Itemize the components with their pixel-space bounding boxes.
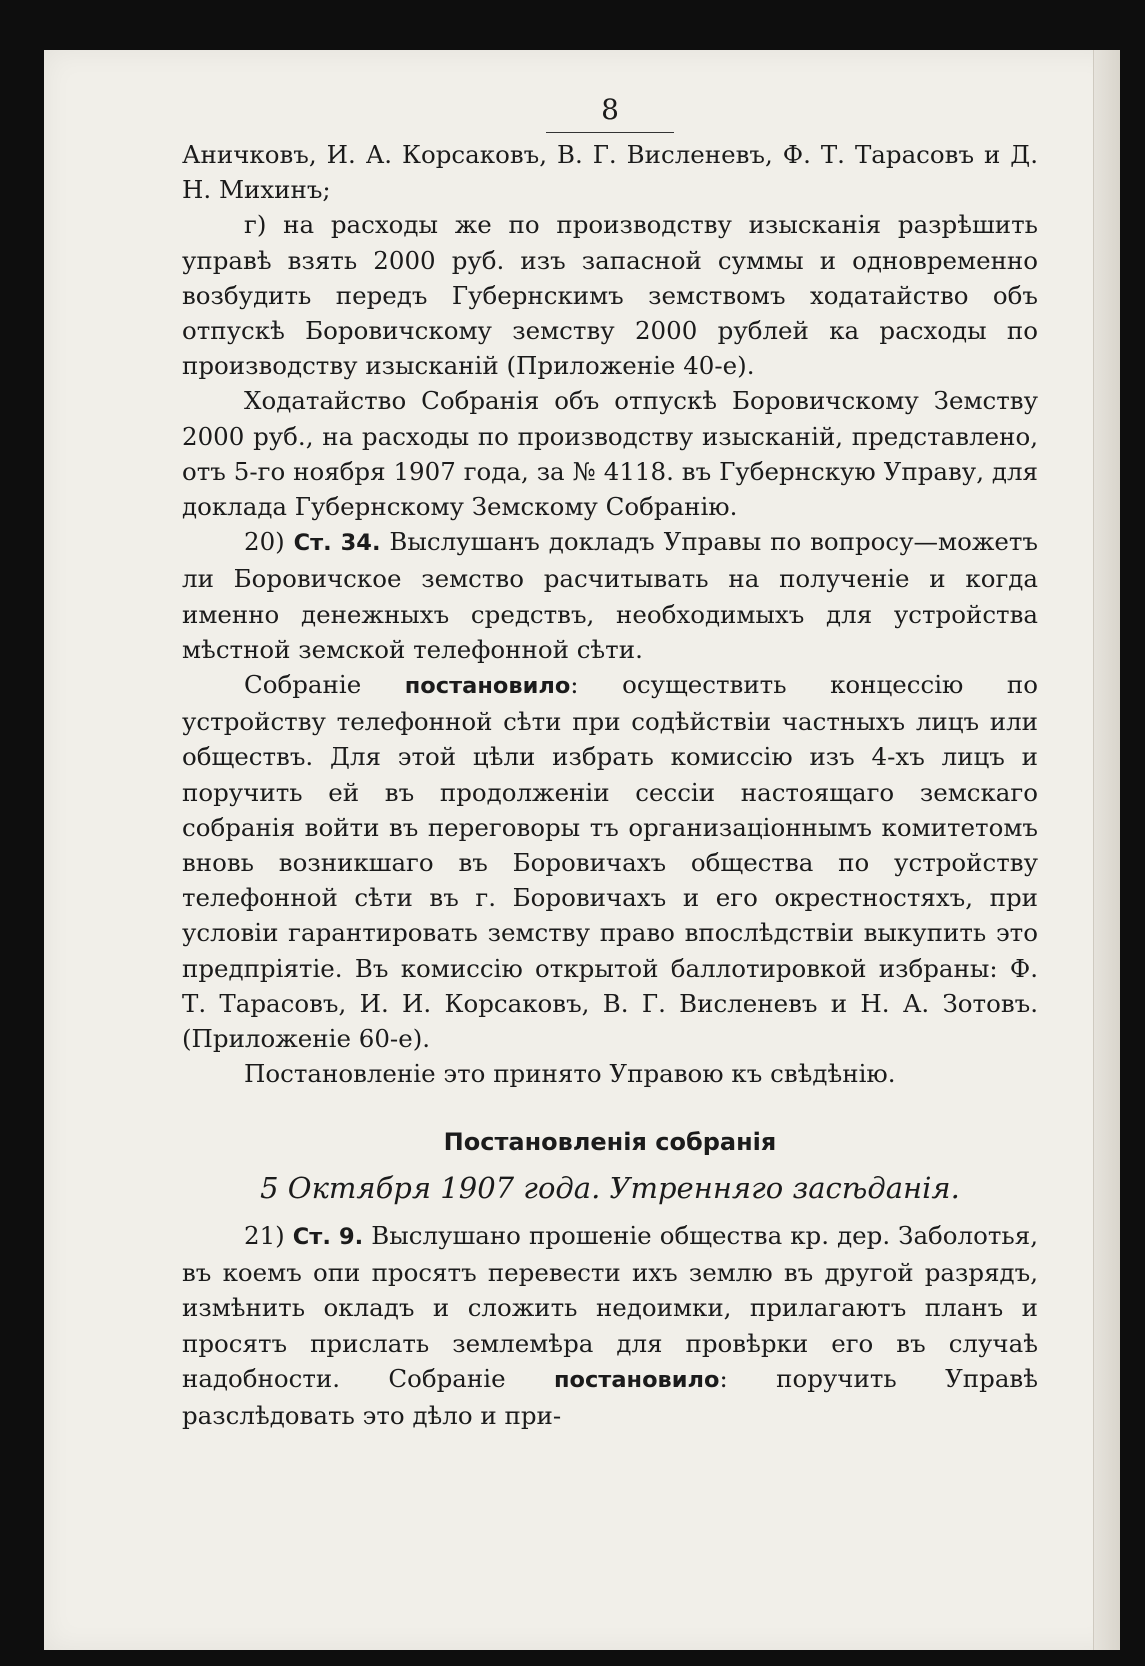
section-subheading: 5 Октября 1907 года. Утренняго засѣданія. (260, 1170, 960, 1205)
paragraph-4 (182, 524, 1038, 667)
paragraph-5-pre: Собраніе (244, 670, 405, 700)
item-number: 21) (244, 1220, 285, 1250)
article-ref: Ст. 34. (293, 530, 381, 557)
paragraph-7-text-end: : поручить Управѣ разслѣдовать это дѣло и при- (182, 1363, 1038, 1430)
page-edge (1093, 50, 1120, 1650)
paragraph-6: Постановленіе это принято Управою къ свѣдѣнію. (244, 1059, 896, 1089)
book-page (44, 50, 1120, 1650)
item-number: 20) (244, 527, 285, 557)
paragraph-7-text: Выслушано прошеніе общества кр. дер. Заболотья, въ коемъ опи просятъ перевести ихъ землю въ другой разрядъ, измѣнить окладъ и сложить недоимки, прилагаютъ планъ и просятъ прислать землемѣра для провѣрки его въ случаѣ надобности. Собраніе (182, 1220, 1038, 1393)
section-heading: Постановленія собранія (443, 1128, 777, 1157)
paragraph-1: Аничковъ, И. А. Корсаковъ, В. Г. Висленевъ, Ф. Т. Тарасовъ и Д. Н. Михинъ; (182, 140, 1038, 205)
paragraph-5 (182, 667, 1038, 1056)
paragraph-5-text: : осуществить концессію по устройству телефонной сѣти при содѣйствіи частныхъ лицъ или обществъ. Для этой цѣли избрать комиссію изъ 4-хъ лицъ и поручить ей въ продолженіи сессіи настоящаго земскаго собранія войти въ переговоры тъ организаціоннымъ комитетомъ вновь возникшаго въ Боровичахъ общества по устройству телефонной сѣти въ г. Боровичахъ и его окрестностяхъ, при условіи гарантировать земству право впослѣдствіи выкупить это предпріятіе. Въ комиссію открытой баллотировкой избраны: Ф. Т. Тарасовъ, И. И. Корсаковъ, В. Г. Висленевъ и Н. А. Зотовъ. (Приложеніе 60-е). (182, 670, 1038, 1054)
page-content (182, 90, 1038, 1433)
paragraph-7 (182, 1218, 1038, 1433)
paragraph-2: г) на расходы же по производству изысканія разрѣшить управѣ взять 2000 руб. изъ запасной суммы и одновременно возбудить передъ Губернскимъ земствомъ ходатайство объ отпускѣ Боровичскому земству 2000 рублей ка расходы по производству изысканій (Приложеніе 40-е). (182, 210, 1038, 381)
resolution-word: постановило (404, 673, 571, 700)
paragraph-4-text: Выслушанъ докладъ Управы по вопросу—можетъ ли Боровичское земство расчитывать на полученіе и когда именно денежныхъ средствъ, необходимыхъ для устройства мѣстной земской телефонной сѣти. (182, 527, 1038, 664)
page-number: 8 (601, 93, 619, 126)
article-ref: Ст. 9. (292, 1223, 364, 1250)
paragraph-3: Ходатайство Собранія объ отпускѣ Боровичскому Земству 2000 руб., на расходы по производству изысканій, представлено, отъ 5-го ноября 1907 года, за № 4118. въ Губернскую Управу, для доклада Губернскому Земскому Собранію. (182, 386, 1038, 522)
header-rule (546, 132, 674, 133)
resolution-word: постановило (553, 1366, 720, 1393)
